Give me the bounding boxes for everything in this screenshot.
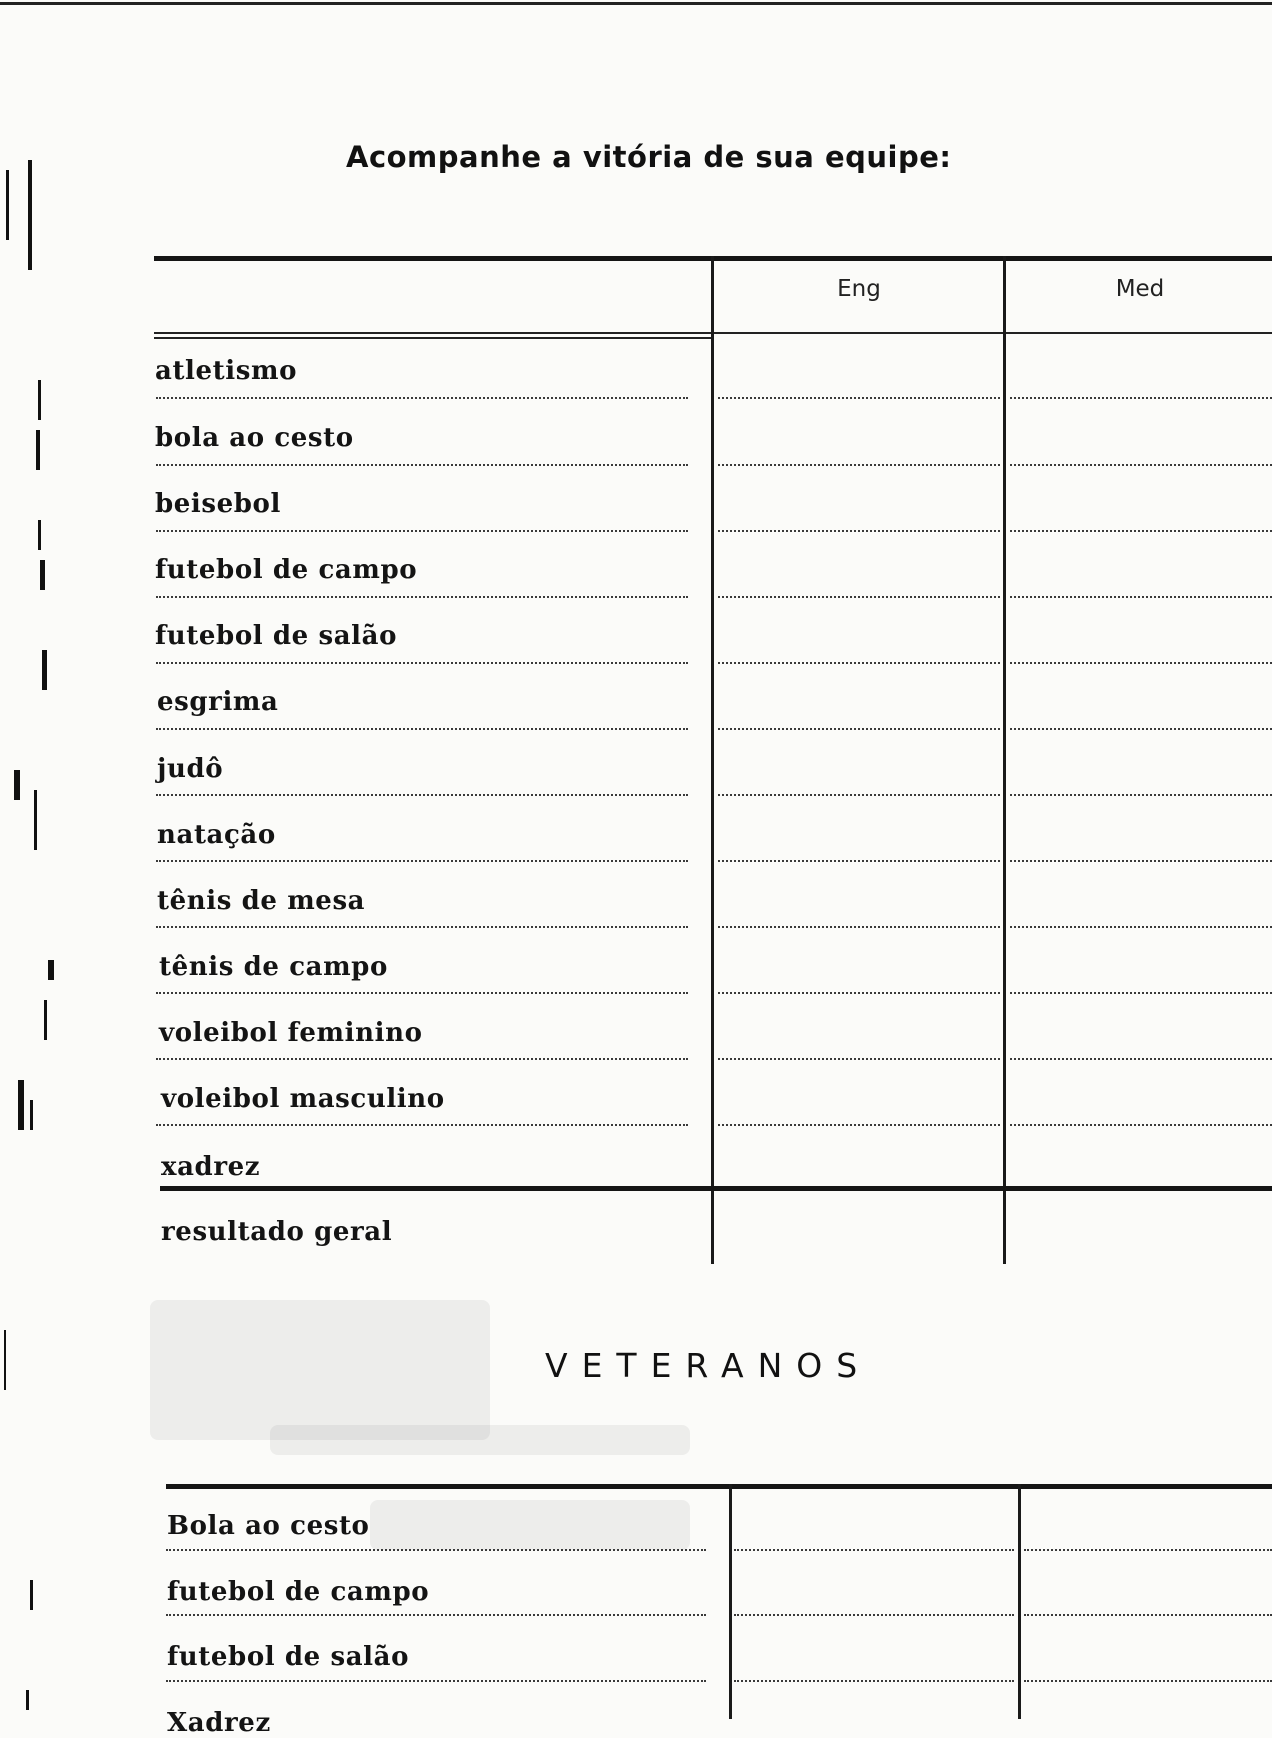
row-dotted-rule (156, 464, 688, 466)
row-dotted-rule (718, 596, 1000, 598)
sport-label: tênis de campo (159, 952, 388, 982)
veterans-title: VETERANOS (545, 1346, 872, 1385)
row-dotted-rule (718, 1058, 1000, 1060)
row-dotted-rule (1010, 1058, 1272, 1060)
veterans-divider-eng (729, 1484, 732, 1719)
row-dotted-rule (156, 728, 688, 730)
row-dotted-rule (1010, 464, 1272, 466)
header-bottom-rule-2 (154, 337, 714, 339)
page-heading: Acompanhe a vitória de sua equipe: (346, 140, 952, 174)
row-dotted-rule (1010, 530, 1272, 532)
veterans-row-dotted-rule (166, 1680, 706, 1682)
row-dotted-rule (718, 860, 1000, 862)
row-dotted-rule (156, 992, 688, 994)
bleed-through-smudge (150, 1300, 490, 1440)
veterans-sport-label: futebol de salão (167, 1642, 410, 1672)
overall-result-label: resultado geral (161, 1217, 393, 1247)
sport-label: xadrez (161, 1152, 261, 1182)
row-dotted-rule (718, 794, 1000, 796)
row-dotted-rule (1010, 926, 1272, 928)
veterans-row-dotted-rule (1024, 1680, 1272, 1682)
sport-label: voleibol feminino (159, 1018, 423, 1048)
veterans-sport-label: Xadrez (167, 1708, 271, 1738)
row-dotted-rule (156, 397, 688, 399)
column-header-eng: Eng (837, 276, 881, 302)
row-dotted-rule (1010, 728, 1272, 730)
veterans-sport-label: futebol de campo (167, 1577, 430, 1607)
page-top-edge (0, 2, 1272, 5)
sport-label: tênis de mesa (157, 886, 366, 916)
row-dotted-rule (1010, 1124, 1272, 1126)
sport-label: natação (157, 820, 276, 850)
row-dotted-rule (718, 992, 1000, 994)
column-divider-med (1003, 256, 1006, 1264)
sport-label: beisebol (155, 489, 281, 519)
sport-label: futebol de salão (155, 621, 398, 651)
binding-edge-artifacts (0, 0, 60, 1719)
row-dotted-rule (156, 1124, 688, 1126)
veterans-row-dotted-rule (734, 1680, 1014, 1682)
row-dotted-rule (718, 1124, 1000, 1126)
row-dotted-rule (718, 662, 1000, 664)
veterans-sport-label: Bola ao cesto (167, 1511, 370, 1541)
sport-label: bola ao cesto (155, 423, 354, 453)
row-dotted-rule (718, 464, 1000, 466)
veterans-top-rule (166, 1484, 1272, 1489)
sport-label: atletismo (155, 356, 298, 386)
veterans-row-dotted-rule (734, 1549, 1014, 1551)
row-dotted-rule (156, 662, 688, 664)
sport-label: voleibol masculino (161, 1084, 445, 1114)
sport-label: judô (157, 754, 224, 784)
row-dotted-rule (1010, 992, 1272, 994)
row-dotted-rule (156, 530, 688, 532)
veterans-divider-med (1018, 1484, 1021, 1719)
veterans-row-dotted-rule (734, 1614, 1014, 1616)
veterans-row-dotted-rule (1024, 1549, 1272, 1551)
total-rule (160, 1186, 1272, 1191)
bleed-through-smudge (270, 1425, 690, 1455)
row-dotted-rule (718, 530, 1000, 532)
veterans-row-dotted-rule (1024, 1614, 1272, 1616)
veterans-row-dotted-rule (166, 1549, 706, 1551)
sport-label: esgrima (157, 687, 279, 717)
veterans-row-dotted-rule (166, 1614, 706, 1616)
row-dotted-rule (156, 926, 688, 928)
row-dotted-rule (156, 794, 688, 796)
column-divider-eng (711, 256, 714, 1264)
row-dotted-rule (1010, 662, 1272, 664)
row-dotted-rule (1010, 794, 1272, 796)
row-dotted-rule (718, 926, 1000, 928)
sport-label: futebol de campo (155, 555, 418, 585)
row-dotted-rule (718, 397, 1000, 399)
row-dotted-rule (156, 1058, 688, 1060)
row-dotted-rule (156, 596, 688, 598)
row-dotted-rule (156, 860, 688, 862)
row-dotted-rule (1010, 397, 1272, 399)
row-dotted-rule (1010, 596, 1272, 598)
row-dotted-rule (718, 728, 1000, 730)
row-dotted-rule (1010, 860, 1272, 862)
bleed-through-smudge (370, 1500, 690, 1550)
column-header-med: Med (1115, 276, 1165, 302)
